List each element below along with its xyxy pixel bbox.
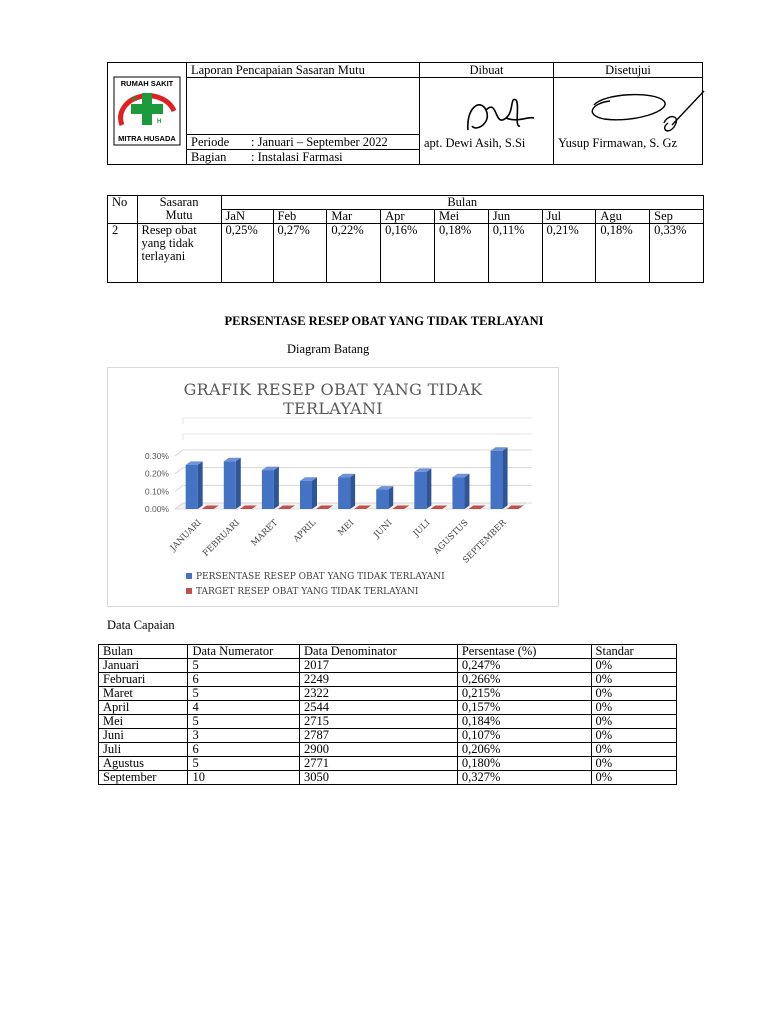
table-cell: 2322 bbox=[300, 687, 458, 701]
chart-title-line2: TERLAYANI bbox=[283, 399, 383, 418]
legend-swatch bbox=[186, 573, 192, 579]
table-cell: 0% bbox=[591, 701, 676, 715]
chart-gridline bbox=[175, 450, 532, 456]
y-tick-label: 0.00% bbox=[144, 504, 169, 514]
table-row bbox=[99, 715, 677, 729]
table-cell: 2544 bbox=[300, 701, 458, 715]
y-tick-label: 0.30% bbox=[144, 451, 169, 461]
month-header-8: Sep bbox=[650, 210, 704, 224]
x-tick-label: FEBRUARI bbox=[201, 518, 242, 559]
chart-gridline bbox=[183, 434, 532, 440]
legend-label: TARGET RESEP OBAT YANG TIDAK TERLAYANI bbox=[196, 587, 419, 597]
data-capaian-label: Data Capaian bbox=[107, 618, 175, 632]
hospital-logo bbox=[108, 65, 186, 159]
x-tick-label: JANUARI bbox=[168, 518, 204, 554]
month-header-4: Mei bbox=[434, 210, 488, 224]
table-row bbox=[99, 687, 677, 701]
data-capaian-table bbox=[98, 644, 677, 785]
table-cell: 0,327% bbox=[457, 771, 591, 785]
table-cell: 0,266% bbox=[457, 673, 591, 687]
table-row bbox=[99, 729, 677, 743]
table-cell: 2787 bbox=[300, 729, 458, 743]
row-sasaran bbox=[137, 224, 221, 283]
bar bbox=[262, 470, 274, 509]
data-header-4: Standar bbox=[591, 645, 676, 659]
month-header-1: Feb bbox=[273, 210, 327, 224]
bar bbox=[186, 465, 198, 509]
row-sasaran-line2: yang tidak bbox=[141, 236, 194, 250]
dibuat-signature-cell bbox=[420, 78, 554, 165]
diagram-label: Diagram Batang bbox=[287, 342, 370, 356]
table-cell: 0% bbox=[591, 673, 676, 687]
row-no: 2 bbox=[108, 224, 138, 283]
table-cell: Agustus bbox=[99, 757, 188, 771]
month-header-0: JaN bbox=[221, 210, 273, 224]
month-header-3: Apr bbox=[381, 210, 435, 224]
no-header: No bbox=[108, 196, 138, 224]
logo-cell bbox=[108, 63, 187, 165]
month-value-7: 0,18% bbox=[596, 224, 650, 283]
x-tick-label: APRIL bbox=[291, 518, 319, 545]
x-tick-label: AGUSTUS bbox=[431, 518, 471, 557]
table-cell: 0,107% bbox=[457, 729, 591, 743]
logo-bottom-text: MITRA HUSADA bbox=[118, 134, 176, 143]
logo-top-text: RUMAH SAKIT bbox=[120, 79, 174, 88]
bar-side bbox=[274, 467, 279, 509]
bar-side bbox=[198, 461, 203, 509]
section-title: PERSENTASE RESEP OBAT YANG TIDAK TERLAYANI bbox=[224, 314, 544, 328]
y-tick-label: 0.10% bbox=[144, 486, 169, 497]
disetujui-signature-cell bbox=[554, 78, 703, 165]
data-header-0: Bulan bbox=[99, 645, 188, 659]
bar bbox=[338, 477, 350, 509]
table-cell: Januari bbox=[99, 659, 188, 673]
bar-side bbox=[388, 486, 393, 509]
month-value-3: 0,16% bbox=[381, 224, 435, 283]
bar-side bbox=[236, 458, 241, 509]
table-cell: April bbox=[99, 701, 188, 715]
bar bbox=[414, 472, 426, 509]
chart-title-line1: GRAFIK RESEP OBAT YANG TIDAK bbox=[183, 380, 483, 399]
bar bbox=[224, 461, 236, 509]
y-tick-label: 0.20% bbox=[144, 468, 169, 479]
table-cell: 0,184% bbox=[457, 715, 591, 729]
data-table-header-row bbox=[99, 645, 677, 659]
bagian-label: Bagian bbox=[187, 150, 248, 165]
month-value-6: 0,21% bbox=[542, 224, 596, 283]
sasaran-header-line1: Sasaran bbox=[159, 195, 199, 209]
bar bbox=[300, 481, 312, 509]
table-cell: 0% bbox=[591, 743, 676, 757]
table-cell: Juli bbox=[99, 743, 188, 757]
table-cell: 3050 bbox=[300, 771, 458, 785]
x-tick-label: SEPTEMBER bbox=[461, 518, 509, 566]
bar-side bbox=[464, 474, 469, 509]
month-header-6: Jul bbox=[542, 210, 596, 224]
report-title: Laporan Pencapaian Sasaran Mutu bbox=[187, 63, 420, 78]
table-cell: 0% bbox=[591, 687, 676, 701]
table-cell: 0,157% bbox=[457, 701, 591, 715]
row-sasaran-line1: Resep obat bbox=[141, 223, 197, 237]
bulan-header: Bulan bbox=[221, 196, 703, 210]
table-cell: 0% bbox=[591, 659, 676, 673]
disetujui-signature bbox=[564, 83, 714, 143]
dibuat-signature bbox=[458, 88, 558, 143]
logo-m-letter: M bbox=[132, 97, 137, 103]
table-cell: 0,215% bbox=[457, 687, 591, 701]
bar-chart-panel bbox=[107, 367, 559, 607]
bar-side bbox=[426, 468, 431, 509]
blank-cell bbox=[187, 78, 420, 135]
table-row bbox=[99, 757, 677, 771]
chart-gridline bbox=[183, 418, 532, 424]
table-cell: Maret bbox=[99, 687, 188, 701]
table-cell: 2017 bbox=[300, 659, 458, 673]
table-cell: 0% bbox=[591, 757, 676, 771]
report-header-table bbox=[107, 62, 703, 165]
table-cell: 5 bbox=[188, 687, 300, 701]
table-row bbox=[99, 659, 677, 673]
sasaran-header bbox=[137, 196, 221, 224]
value-row bbox=[108, 224, 704, 283]
data-header-1: Data Numerator bbox=[188, 645, 300, 659]
row-sasaran-line3: terlayani bbox=[141, 249, 186, 263]
month-value-2: 0,22% bbox=[327, 224, 381, 283]
periode-label: Periode bbox=[187, 135, 248, 150]
month-value-4: 0,18% bbox=[434, 224, 488, 283]
table-cell: 4 bbox=[188, 701, 300, 715]
month-value-1: 0,27% bbox=[273, 224, 327, 283]
table-cell: 3 bbox=[188, 729, 300, 743]
table-cell: September bbox=[99, 771, 188, 785]
x-tick-label: MEI bbox=[336, 518, 357, 539]
table-cell: 0,247% bbox=[457, 659, 591, 673]
legend-label: PERSENTASE RESEP OBAT YANG TIDAK TERLAYANI bbox=[196, 572, 445, 582]
month-value-0: 0,25% bbox=[221, 224, 273, 283]
table-row bbox=[99, 673, 677, 687]
bar bbox=[452, 477, 464, 509]
monthly-target-table bbox=[107, 195, 704, 283]
table-cell: 2771 bbox=[300, 757, 458, 771]
month-value-5: 0,11% bbox=[488, 224, 542, 283]
bar-chart bbox=[108, 368, 558, 606]
table-cell: 6 bbox=[188, 673, 300, 687]
month-header-7: Agu bbox=[596, 210, 650, 224]
table-cell: 2900 bbox=[300, 743, 458, 757]
logo-h-letter: H bbox=[157, 119, 162, 125]
table-row bbox=[99, 743, 677, 757]
sasaran-header-line2: Mutu bbox=[165, 208, 193, 222]
month-header-5: Jun bbox=[488, 210, 542, 224]
table-cell: 5 bbox=[188, 659, 300, 673]
disetujui-label: Disetujui bbox=[554, 63, 703, 78]
table-cell: 0% bbox=[591, 771, 676, 785]
table-cell: 5 bbox=[188, 715, 300, 729]
dibuat-name: apt. Dewi Asih, S.Si bbox=[424, 136, 526, 150]
periode-value: : Januari – September 2022 bbox=[247, 135, 420, 150]
bar-side bbox=[312, 477, 317, 509]
bar bbox=[491, 451, 503, 509]
disetujui-name: Yusup Firmawan, S. Gz bbox=[558, 136, 678, 150]
table-cell: 2249 bbox=[300, 673, 458, 687]
legend-swatch bbox=[186, 588, 192, 594]
table-cell: 0% bbox=[591, 715, 676, 729]
dibuat-label: Dibuat bbox=[420, 63, 554, 78]
table-cell: 0,206% bbox=[457, 743, 591, 757]
table-cell: 5 bbox=[188, 757, 300, 771]
table-cell: 10 bbox=[188, 771, 300, 785]
bar-side bbox=[503, 447, 508, 509]
table-cell: Juni bbox=[99, 729, 188, 743]
table-cell: 6 bbox=[188, 743, 300, 757]
table-cell: 0,180% bbox=[457, 757, 591, 771]
table-cell: Mei bbox=[99, 715, 188, 729]
table-cell: 0% bbox=[591, 729, 676, 743]
data-header-2: Data Denominator bbox=[300, 645, 458, 659]
bar bbox=[376, 490, 388, 509]
table-cell: Februari bbox=[99, 673, 188, 687]
x-tick-label: JUNI bbox=[372, 518, 395, 541]
bar-side bbox=[350, 474, 355, 509]
x-tick-label: MARET bbox=[249, 518, 281, 549]
table-row bbox=[99, 771, 677, 785]
month-header-2: Mar bbox=[327, 210, 381, 224]
month-value-8: 0,33% bbox=[650, 224, 704, 283]
table-cell: 2715 bbox=[300, 715, 458, 729]
bagian-value: : Instalasi Farmasi bbox=[247, 150, 420, 165]
data-header-3: Persentase (%) bbox=[457, 645, 591, 659]
table-row bbox=[99, 701, 677, 715]
x-tick-label: JULI bbox=[411, 518, 433, 539]
